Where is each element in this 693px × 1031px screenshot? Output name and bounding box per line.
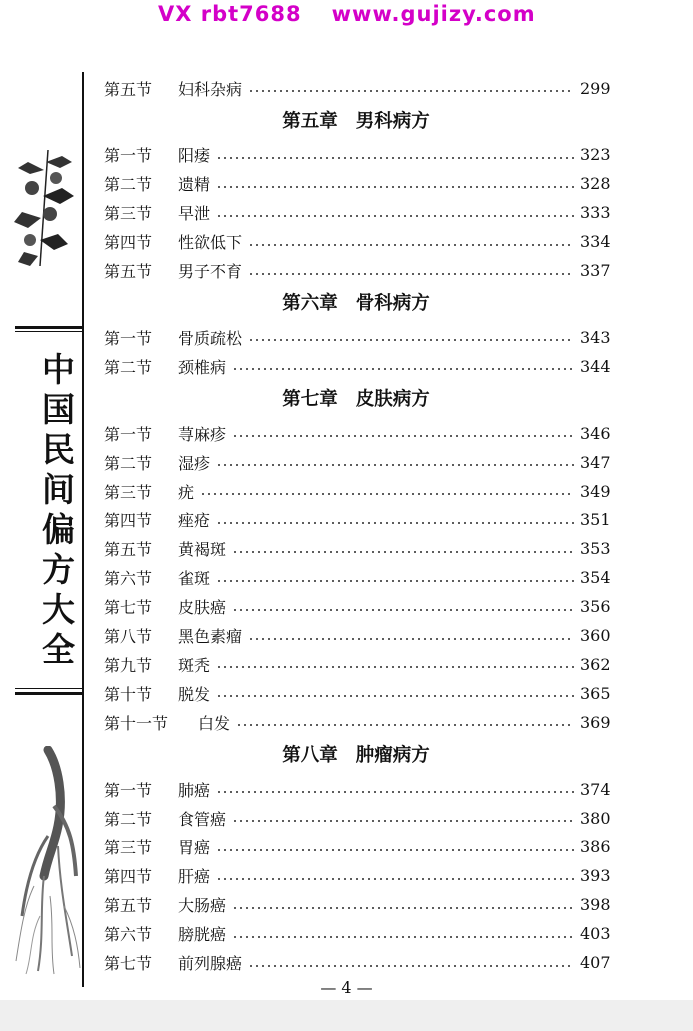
page-reference: 398 xyxy=(580,895,611,915)
page-number: — 4 — xyxy=(320,978,373,997)
page-reference: 349 xyxy=(580,481,611,501)
page-reference: 333 xyxy=(580,203,611,223)
section-number: 第三节 xyxy=(104,204,153,224)
section-title: 男子不育 xyxy=(178,262,243,281)
section-number: 第十节 xyxy=(104,684,153,704)
section-number: 第五节 xyxy=(104,79,153,99)
section-number: 第七节 xyxy=(104,598,153,618)
page-reference: 407 xyxy=(580,953,611,972)
section-number: 第四节 xyxy=(104,233,153,253)
toc-entry[interactable] xyxy=(104,323,611,351)
dot-leader xyxy=(216,666,574,668)
dot-leader xyxy=(216,464,574,466)
page-reference: 347 xyxy=(580,452,611,472)
page-reference: 374 xyxy=(580,779,611,799)
section-title: 胃癌 xyxy=(178,838,211,858)
section-title: 疣 xyxy=(178,482,195,502)
sidebar-rule-bottom-thin xyxy=(15,688,83,689)
section-number: 第二节 xyxy=(104,357,153,377)
sidebar-book-title: 中国民间偏方大全 xyxy=(37,352,76,672)
section-title: 膀胱癌 xyxy=(178,925,227,945)
toc-entry[interactable] xyxy=(104,949,611,977)
toc-entry[interactable] xyxy=(104,477,611,505)
page-reference: 344 xyxy=(580,356,611,376)
section-number: 第二节 xyxy=(104,175,153,195)
sidebar-rule-bottom xyxy=(15,692,83,695)
chapter-heading xyxy=(104,385,608,415)
watermark xyxy=(158,2,558,26)
section-title: 肝癌 xyxy=(178,867,211,887)
dot-leader xyxy=(216,791,574,793)
fruit-branch-illustration xyxy=(10,148,80,268)
section-title: 遗精 xyxy=(178,175,211,195)
section-title: 大肠癌 xyxy=(178,896,227,916)
section-number: 第一节 xyxy=(104,328,153,348)
chapter-title: 骨科病方 xyxy=(355,293,430,315)
section-number: 第二节 xyxy=(104,809,153,829)
section-title: 白发 xyxy=(198,713,231,733)
sidebar-rule-top xyxy=(15,326,83,329)
toc-entry[interactable] xyxy=(104,141,611,169)
page-reference: 343 xyxy=(580,327,611,347)
page-reference: 403 xyxy=(580,924,611,944)
page-reference: 380 xyxy=(580,808,611,828)
section-number: 第一节 xyxy=(104,146,153,166)
page-reference: 362 xyxy=(580,654,611,674)
section-title: 皮肤癌 xyxy=(178,598,227,618)
dot-leader xyxy=(216,878,574,880)
dot-leader xyxy=(216,186,574,188)
dot-leader xyxy=(248,244,574,246)
toc-entry[interactable] xyxy=(104,199,611,227)
chapter-heading xyxy=(104,289,608,319)
dot-leader xyxy=(216,695,574,697)
section-title: 阳痿 xyxy=(178,146,211,166)
chapter-number: 第六章 xyxy=(282,293,338,315)
toc-entry[interactable] xyxy=(104,506,611,534)
dot-leader xyxy=(232,368,574,370)
chapter-title: 肿瘤病方 xyxy=(355,745,430,767)
book-sidebar xyxy=(0,0,86,1031)
toc-entry[interactable] xyxy=(104,228,611,256)
section-number: 第五节 xyxy=(104,540,153,560)
page-reference: 356 xyxy=(580,597,611,617)
section-title: 早泄 xyxy=(178,204,211,224)
watermark-contact: VX rbt7688 xyxy=(158,2,302,26)
toc-entry[interactable] xyxy=(104,679,611,707)
toc-entry[interactable] xyxy=(104,352,611,380)
toc-entry[interactable] xyxy=(104,891,611,919)
toc-entry[interactable] xyxy=(104,833,611,861)
section-title: 斑秃 xyxy=(178,655,211,675)
page-reference: 353 xyxy=(580,539,611,559)
toc-entry[interactable] xyxy=(104,804,611,832)
chapter-title: 男科病方 xyxy=(355,110,430,132)
toc-entry[interactable] xyxy=(104,170,611,198)
section-title: 雀斑 xyxy=(178,569,211,589)
dot-leader xyxy=(248,638,574,640)
toc-entry[interactable] xyxy=(104,564,611,592)
section-number: 第六节 xyxy=(104,569,153,589)
section-number: 第十一节 xyxy=(104,713,169,733)
page-reference: 360 xyxy=(580,626,611,645)
page-reference: 386 xyxy=(580,837,611,857)
dot-leader xyxy=(232,936,574,938)
section-title: 荨麻疹 xyxy=(178,424,227,444)
section-title: 食管癌 xyxy=(178,809,227,829)
dot-leader xyxy=(232,435,574,437)
page-bottom-edge xyxy=(0,1000,693,1031)
chapter-number: 第八章 xyxy=(282,745,338,767)
dot-leader xyxy=(200,493,574,495)
section-title: 肺癌 xyxy=(178,780,211,800)
toc-entry[interactable] xyxy=(104,920,611,948)
dot-leader xyxy=(232,820,574,822)
ginseng-root-illustration xyxy=(14,746,84,976)
page-reference: 334 xyxy=(580,232,611,252)
page-reference: 354 xyxy=(580,568,611,588)
dot-leader xyxy=(232,907,574,909)
page-reference: 346 xyxy=(580,423,611,443)
toc-entry[interactable] xyxy=(104,708,611,736)
section-number: 第三节 xyxy=(104,482,153,502)
page-reference: 328 xyxy=(580,174,611,194)
dot-leader xyxy=(216,522,574,524)
section-title: 性欲低下 xyxy=(178,233,243,253)
margin-vertical-rule xyxy=(82,72,84,987)
section-number: 第四节 xyxy=(104,867,153,887)
toc-entry[interactable] xyxy=(104,419,611,447)
section-number: 第三节 xyxy=(104,838,153,858)
section-title: 妇科杂病 xyxy=(178,79,243,99)
toc-entry[interactable] xyxy=(104,650,611,678)
toc-entry[interactable] xyxy=(104,622,611,650)
toc-entry[interactable] xyxy=(104,593,611,621)
page-reference: 393 xyxy=(580,866,611,886)
section-title: 黄褐斑 xyxy=(178,540,227,560)
page-reference: 299 xyxy=(580,78,611,98)
section-title: 痤疮 xyxy=(178,511,211,531)
dot-leader xyxy=(232,609,574,611)
section-title: 前列腺癌 xyxy=(178,954,243,973)
section-title: 骨质疏松 xyxy=(178,328,243,348)
dot-leader xyxy=(248,273,574,275)
section-number: 第五节 xyxy=(104,896,153,916)
toc-entry[interactable] xyxy=(104,257,611,285)
chapter-number: 第七章 xyxy=(282,389,338,411)
watermark-url: www.gujizy.com xyxy=(331,2,536,26)
toc-entry[interactable] xyxy=(104,862,611,890)
dot-leader xyxy=(232,551,574,553)
section-title: 黑色素瘤 xyxy=(178,627,243,646)
dot-leader xyxy=(236,724,574,726)
dot-leader xyxy=(248,90,574,92)
dot-leader xyxy=(216,157,574,159)
chapter-heading xyxy=(104,741,608,771)
toc-entry[interactable] xyxy=(104,448,611,476)
page-reference: 351 xyxy=(580,510,611,530)
page-reference: 365 xyxy=(580,683,611,703)
section-number: 第五节 xyxy=(104,262,153,281)
dot-leader xyxy=(216,580,574,582)
dot-leader xyxy=(216,849,574,851)
section-number: 第四节 xyxy=(104,511,153,531)
dot-leader xyxy=(248,339,574,341)
section-title: 湿疹 xyxy=(178,453,211,473)
page-reference: 369 xyxy=(580,712,611,732)
page-reference: 323 xyxy=(580,145,611,165)
dot-leader xyxy=(216,215,574,217)
toc-entry[interactable] xyxy=(104,74,611,102)
section-title: 颈椎病 xyxy=(178,357,227,377)
section-number: 第一节 xyxy=(104,780,153,800)
section-number: 第二节 xyxy=(104,453,153,473)
section-title: 脱发 xyxy=(178,684,211,704)
sidebar-rule-top-thin xyxy=(15,331,83,332)
section-number: 第一节 xyxy=(104,424,153,444)
section-number: 第八节 xyxy=(104,627,153,646)
toc-entry[interactable] xyxy=(104,535,611,563)
chapter-title: 皮肤病方 xyxy=(355,389,430,411)
page-reference: 337 xyxy=(580,261,611,280)
toc-entry[interactable] xyxy=(104,775,611,803)
dot-leader xyxy=(248,965,574,967)
section-number: 第六节 xyxy=(104,925,153,945)
section-number: 第七节 xyxy=(104,954,153,973)
chapter-number: 第五章 xyxy=(282,110,338,132)
chapter-heading xyxy=(104,107,608,137)
section-number: 第九节 xyxy=(104,655,153,675)
